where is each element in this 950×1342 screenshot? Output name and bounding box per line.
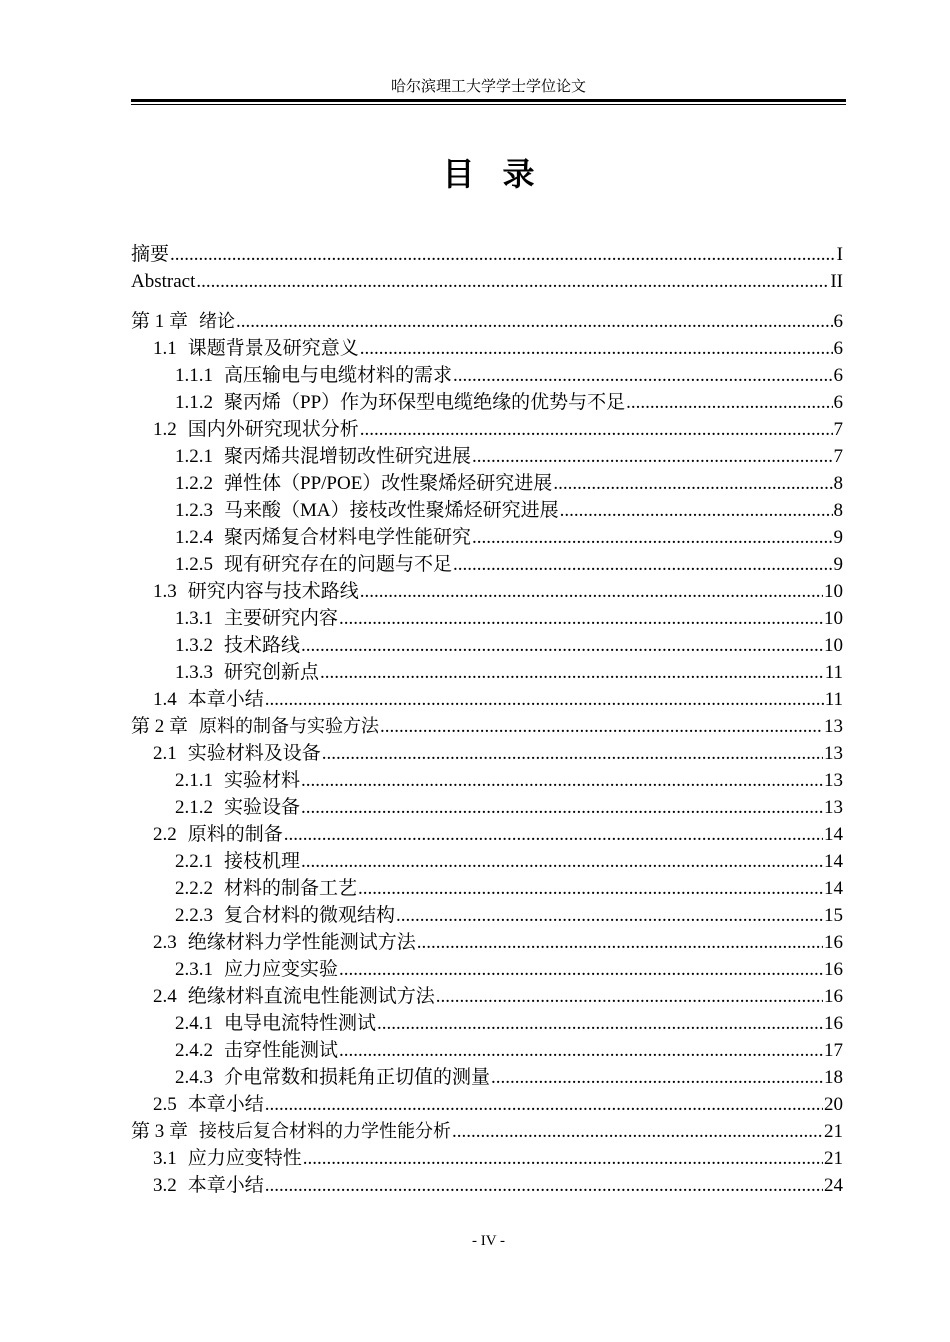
toc-entry-title: 聚丙烯共混增韧改性研究进展 bbox=[224, 446, 472, 467]
toc-dot-leader bbox=[453, 551, 832, 578]
toc-entry-title: 高压输电与电缆材料的需求 bbox=[224, 365, 453, 386]
toc-entry-page: 16 bbox=[824, 932, 843, 953]
toc-dot-leader bbox=[472, 443, 832, 470]
toc-entry-number: 第 2 章 bbox=[131, 716, 189, 737]
toc-entry-title: 课题背景及研究意义 bbox=[187, 338, 359, 359]
toc-entry[interactable] bbox=[131, 1064, 843, 1091]
toc-entry-number: 2.3.1 bbox=[175, 959, 213, 980]
toc-entry-number: 1.2.3 bbox=[175, 500, 213, 521]
toc-entry-page: 15 bbox=[824, 905, 843, 926]
toc-entry-page: 21 bbox=[824, 1148, 843, 1169]
toc-entry-page: 8 bbox=[833, 500, 843, 521]
toc-entry-title: 本章小结 bbox=[187, 1094, 264, 1115]
running-header: 哈尔滨理工大学学士学位论文 bbox=[390, 77, 586, 95]
toc-entry-number: 1.3.3 bbox=[175, 662, 213, 683]
toc-dot-leader bbox=[339, 956, 823, 983]
toc-entry-title: 本章小结 bbox=[187, 689, 264, 710]
toc-entry-page: 16 bbox=[824, 986, 843, 1007]
toc-entry-number: 1.2 bbox=[153, 419, 177, 440]
toc-entry-number: 2.3 bbox=[153, 932, 177, 953]
toc-entry-title: 技术路线 bbox=[224, 635, 301, 656]
toc-entry-number: 2.2 bbox=[153, 824, 177, 845]
toc-dot-leader bbox=[436, 983, 823, 1010]
toc-entry[interactable] bbox=[131, 389, 843, 416]
toc-entry[interactable] bbox=[131, 605, 843, 632]
toc-entry-number: 2.1 bbox=[153, 743, 177, 764]
toc-entry-number: 1.2.1 bbox=[175, 446, 213, 467]
table-of-contents bbox=[131, 241, 843, 1199]
toc-dot-leader bbox=[380, 713, 823, 740]
toc-entry-number: 1.4 bbox=[153, 689, 177, 710]
toc-entry[interactable] bbox=[131, 497, 843, 524]
toc-entry-number: 1.3.1 bbox=[175, 608, 213, 629]
toc-entry-page: 7 bbox=[833, 419, 843, 440]
toc-entry-number: 2.4 bbox=[153, 986, 177, 1007]
toc-entry-page: 17 bbox=[824, 1040, 843, 1061]
toc-entry[interactable] bbox=[131, 241, 843, 268]
toc-entry-title: 弹性体（PP/POE）改性聚烯烃研究进展 bbox=[224, 473, 553, 494]
toc-entry-title: 实验设备 bbox=[224, 797, 301, 818]
toc-entry-page: 11 bbox=[824, 662, 843, 683]
toc-entry[interactable] bbox=[131, 1037, 843, 1064]
toc-entry-title: 本章小结 bbox=[187, 1175, 264, 1196]
toc-entry[interactable] bbox=[131, 578, 843, 605]
toc-entry[interactable] bbox=[131, 362, 843, 389]
toc-dot-leader bbox=[303, 1145, 823, 1172]
toc-dot-leader bbox=[360, 335, 833, 362]
toc-entry-number: 3.2 bbox=[153, 1175, 177, 1196]
toc-entry-number: 3.1 bbox=[153, 1148, 177, 1169]
toc-entry-number: 1.1 bbox=[153, 338, 177, 359]
toc-dot-leader bbox=[196, 268, 829, 295]
toc-dot-leader bbox=[472, 524, 832, 551]
toc-entry-title: 材料的制备工艺 bbox=[224, 878, 358, 899]
toc-entry[interactable] bbox=[131, 551, 843, 578]
toc-entry-number: 第 3 章 bbox=[131, 1121, 189, 1142]
toc-entry[interactable] bbox=[131, 308, 843, 335]
toc-entry-title: 绝缘材料力学性能测试方法 bbox=[187, 932, 416, 953]
toc-entry-number: 1.3.2 bbox=[175, 635, 213, 656]
header-rule-thick bbox=[131, 99, 846, 102]
toc-dot-leader bbox=[301, 632, 823, 659]
toc-entry-page: 8 bbox=[833, 473, 843, 494]
toc-entry-page: 13 bbox=[824, 797, 843, 818]
toc-dot-leader bbox=[358, 875, 823, 902]
toc-entry-title: 主要研究内容 bbox=[224, 608, 339, 629]
toc-entry-page: 7 bbox=[833, 446, 843, 467]
toc-entry-title: 研究创新点 bbox=[224, 662, 320, 683]
toc-dot-leader bbox=[320, 659, 824, 686]
toc-entry-title: 原料的制备与实验方法 bbox=[199, 716, 380, 737]
toc-entry-title: 击穿性能测试 bbox=[224, 1040, 339, 1061]
toc-dot-leader bbox=[236, 308, 832, 335]
toc-entry-page: 14 bbox=[824, 824, 843, 845]
toc-entry-page: 10 bbox=[824, 581, 843, 602]
toc-entry-title: 国内外研究现状分析 bbox=[187, 419, 359, 440]
toc-dot-leader bbox=[339, 605, 823, 632]
toc-entry-title: 实验材料及设备 bbox=[187, 743, 321, 764]
toc-entry[interactable] bbox=[131, 416, 843, 443]
toc-entry-title: 现有研究存在的问题与不足 bbox=[224, 554, 453, 575]
toc-entry[interactable] bbox=[131, 821, 843, 848]
toc-entry[interactable] bbox=[131, 956, 843, 983]
toc-entry-title: 研究内容与技术路线 bbox=[187, 581, 359, 602]
toc-dot-leader bbox=[301, 767, 823, 794]
toc-dot-leader bbox=[170, 241, 836, 268]
toc-entry-title: 实验材料 bbox=[224, 770, 301, 791]
toc-entry-number: 1.2.2 bbox=[175, 473, 213, 494]
toc-entry[interactable] bbox=[131, 740, 843, 767]
toc-entry-title: 绝缘材料直流电性能测试方法 bbox=[187, 986, 435, 1007]
toc-dot-leader bbox=[360, 578, 823, 605]
header-rule-thin bbox=[131, 104, 846, 105]
toc-entry-page: 18 bbox=[824, 1067, 843, 1088]
toc-entry-title: 应力应变实验 bbox=[224, 959, 339, 980]
toc-entry[interactable] bbox=[131, 875, 843, 902]
toc-dot-leader bbox=[560, 497, 833, 524]
toc-entry-number: 2.2.3 bbox=[175, 905, 213, 926]
toc-entry-page: 13 bbox=[824, 716, 843, 737]
toc-entry[interactable] bbox=[131, 686, 843, 713]
toc-dot-leader bbox=[396, 902, 823, 929]
toc-entry-number: 2.4.2 bbox=[175, 1040, 213, 1061]
toc-entry-page: 6 bbox=[833, 365, 843, 386]
toc-entry[interactable] bbox=[131, 1145, 843, 1172]
toc-dot-leader bbox=[265, 1172, 823, 1199]
toc-dot-leader bbox=[360, 416, 833, 443]
toc-entry-number: 2.5 bbox=[153, 1094, 177, 1115]
toc-entry-title: 应力应变特性 bbox=[187, 1148, 302, 1169]
toc-entry-title: 接枝后复合材料的力学性能分析 bbox=[199, 1121, 452, 1142]
toc-dot-leader bbox=[417, 929, 823, 956]
toc-entry-page: 20 bbox=[824, 1094, 843, 1115]
toc-entry-title: 原料的制备 bbox=[187, 824, 283, 845]
toc-entry[interactable] bbox=[131, 1172, 843, 1199]
toc-entry-number: 2.1.2 bbox=[175, 797, 213, 818]
toc-entry-page: 9 bbox=[833, 527, 843, 548]
toc-entry-page: 24 bbox=[824, 1175, 843, 1196]
toc-entry-page: 21 bbox=[824, 1121, 843, 1142]
toc-dot-leader bbox=[301, 794, 823, 821]
toc-entry-page: 6 bbox=[833, 311, 843, 332]
toc-dot-leader bbox=[265, 686, 824, 713]
toc-dot-leader bbox=[339, 1037, 823, 1064]
toc-entry[interactable] bbox=[131, 983, 843, 1010]
toc-title: 目录 bbox=[442, 155, 563, 193]
toc-entry-number: 1.2.4 bbox=[175, 527, 213, 548]
toc-entry-number: 2.4.3 bbox=[175, 1067, 213, 1088]
toc-dot-leader bbox=[452, 1118, 823, 1145]
toc-dot-leader bbox=[453, 362, 832, 389]
toc-entry[interactable] bbox=[131, 335, 843, 362]
toc-entry-page: 14 bbox=[824, 878, 843, 899]
toc-entry-number: 1.1.1 bbox=[175, 365, 213, 386]
toc-entry-page: 13 bbox=[824, 743, 843, 764]
toc-entry-page: I bbox=[836, 244, 843, 265]
toc-entry-number: 1.3 bbox=[153, 581, 177, 602]
toc-dot-leader bbox=[377, 1010, 823, 1037]
toc-entry[interactable] bbox=[131, 902, 843, 929]
toc-dot-leader bbox=[626, 389, 832, 416]
toc-entry-page: 16 bbox=[824, 959, 843, 980]
toc-entry[interactable] bbox=[131, 1118, 843, 1145]
toc-entry-page: 10 bbox=[824, 635, 843, 656]
toc-entry-number: 第 1 章 bbox=[131, 311, 189, 332]
toc-entry[interactable] bbox=[131, 659, 843, 686]
toc-dot-leader bbox=[284, 821, 823, 848]
toc-entry[interactable] bbox=[131, 470, 843, 497]
toc-dot-leader bbox=[491, 1064, 823, 1091]
toc-entry[interactable] bbox=[131, 767, 843, 794]
toc-entry-number: 2.2.2 bbox=[175, 878, 213, 899]
toc-entry-title: 聚丙烯（PP）作为环保型电缆绝缘的优势与不足 bbox=[224, 392, 626, 413]
toc-entry[interactable] bbox=[131, 794, 843, 821]
toc-entry[interactable] bbox=[131, 268, 843, 295]
toc-entry-title: 马来酸（MA）接枝改性聚烯烃研究进展 bbox=[224, 500, 559, 521]
toc-entry-title: 接枝机理 bbox=[224, 851, 301, 872]
toc-dot-leader bbox=[322, 740, 823, 767]
toc-entry-title: 绪论 bbox=[199, 311, 236, 332]
toc-entry-number: 2.4.1 bbox=[175, 1013, 213, 1034]
toc-entry[interactable] bbox=[131, 848, 843, 875]
toc-entry-number: 1.2.5 bbox=[175, 554, 213, 575]
toc-entry-title: 聚丙烯复合材料电学性能研究 bbox=[224, 527, 472, 548]
toc-entry-number: 1.1.2 bbox=[175, 392, 213, 413]
toc-entry[interactable] bbox=[131, 713, 843, 740]
toc-entry-page: 13 bbox=[824, 770, 843, 791]
toc-entry-page: 14 bbox=[824, 851, 843, 872]
toc-dot-leader bbox=[265, 1091, 823, 1118]
toc-entry-page: 6 bbox=[833, 338, 843, 359]
toc-entry-page: 9 bbox=[833, 554, 843, 575]
toc-dot-leader bbox=[553, 470, 832, 497]
toc-entry-page: 10 bbox=[824, 608, 843, 629]
toc-entry-page: 16 bbox=[824, 1013, 843, 1034]
toc-entry[interactable] bbox=[131, 443, 843, 470]
toc-entry-page: 11 bbox=[824, 689, 843, 710]
toc-entry[interactable] bbox=[131, 1010, 843, 1037]
toc-entry[interactable] bbox=[131, 1091, 843, 1118]
toc-entry-page: II bbox=[830, 271, 843, 292]
toc-entry-title: 摘要 bbox=[131, 244, 170, 265]
toc-entry-title: 介电常数和损耗角正切值的测量 bbox=[224, 1067, 491, 1088]
toc-entry-number: 2.2.1 bbox=[175, 851, 213, 872]
toc-entry-page: 6 bbox=[833, 392, 843, 413]
toc-entry-title: 电导电流特性测试 bbox=[224, 1013, 377, 1034]
page-number: - IV - bbox=[471, 1233, 506, 1249]
toc-entry-title: Abstract bbox=[131, 271, 196, 292]
toc-entry-number: 2.1.1 bbox=[175, 770, 213, 791]
toc-entry[interactable] bbox=[131, 524, 843, 551]
toc-entry-title: 复合材料的微观结构 bbox=[224, 905, 396, 926]
toc-dot-leader bbox=[301, 848, 823, 875]
toc-entry[interactable] bbox=[131, 632, 843, 659]
toc-entry[interactable] bbox=[131, 929, 843, 956]
